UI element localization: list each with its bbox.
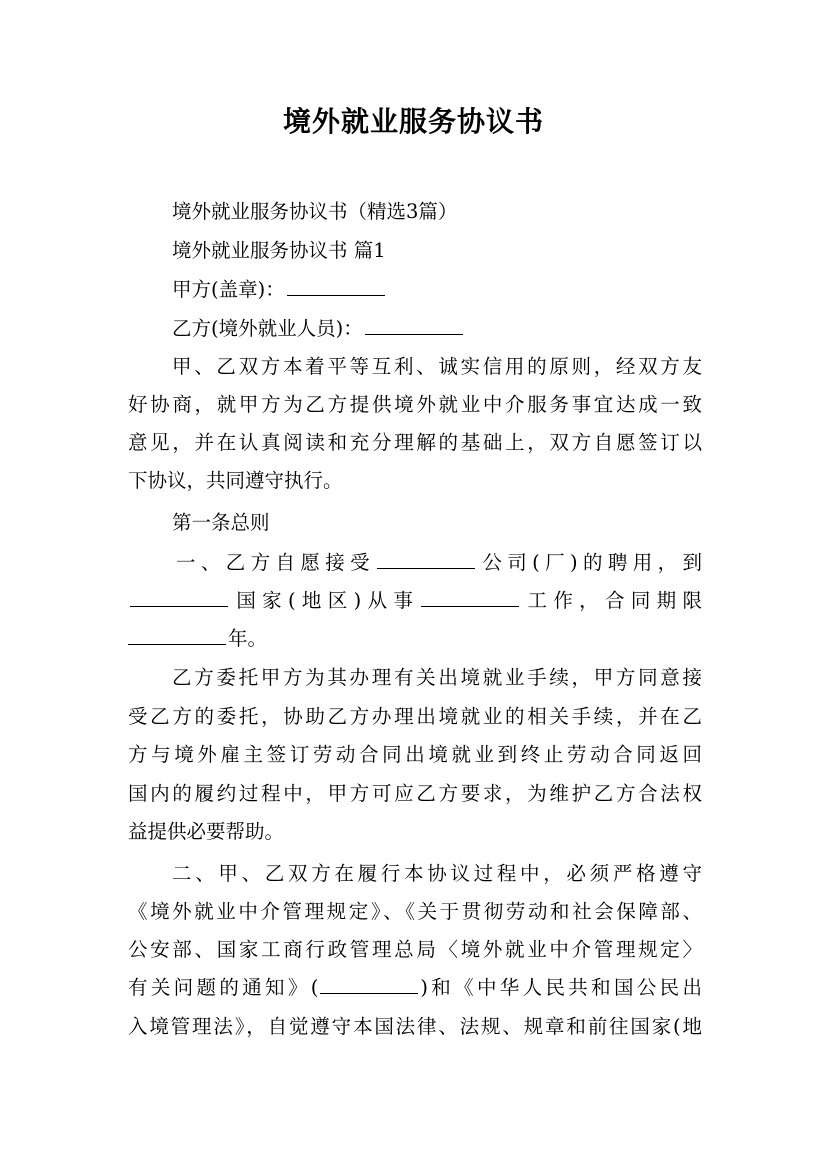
- entrust-line: 乙方委托甲方为其办理有关出境就业手续，甲方同意接: [172, 666, 702, 689]
- term-blank: [128, 625, 226, 645]
- entrust-line: 受乙方的委托，协助乙方办理出境就业的相关手续，并在乙: [128, 705, 702, 728]
- party-b-line: [128, 315, 702, 342]
- document-title: 境外就业服务协议书: [282, 105, 544, 138]
- clause-two-line: 二、甲、乙双方在履行本协议过程中，必须严格遵守: [172, 862, 702, 885]
- intro-line: 下协议，共同遵守执行。: [128, 469, 343, 492]
- company-blank: [377, 549, 475, 569]
- intro-line: 甲、乙双方本着平等互利、诚实信用的原则，经双方友: [172, 355, 702, 378]
- party-b-blank: [365, 315, 463, 335]
- party-a-line: [128, 276, 702, 303]
- clause-two-line: 有关问题的通知》( )和《中华人民共和国公民出: [128, 976, 703, 999]
- party-a-blank: [287, 276, 385, 296]
- entrust-line: 益提供必要帮助。: [128, 820, 285, 843]
- party-b-label: 乙方(境外就业人员)：: [172, 317, 363, 340]
- document-subtitle: 境外就业服务协议书（精选3篇）: [172, 200, 458, 223]
- entrust-line: 方与境外雇主签订劳动合同出境就业到终止劳动合同返回: [128, 743, 702, 766]
- clause-two-line: 入境管理法》，自觉遵守本国法律、法规、规章和前往国家(地: [128, 1015, 702, 1038]
- intro-line: 好协商，就甲方为乙方提供境外就业中介服务事宜达成一致: [128, 393, 702, 416]
- country-blank: [130, 587, 228, 607]
- clause-one-line: 一、乙方自愿接受 公司(厂)的聘用，到: [176, 551, 702, 574]
- section-heading: 境外就业服务协议书 篇1: [172, 239, 386, 262]
- clause-two-line: 公安部、国家工商行政管理总局〈境外就业中介管理规定〉: [128, 938, 702, 961]
- intro-line: 意见，并在认真阅读和充分理解的基础上，双方自愿签订以: [128, 431, 702, 454]
- entrust-line: 国内的履约过程中，甲方可应乙方要求，为维护乙方合法权: [128, 782, 702, 805]
- notice-number-blank: [320, 974, 418, 994]
- job-blank: [421, 587, 519, 607]
- article-one-heading: 第一条总则: [172, 511, 270, 534]
- clause-two-line: 《境外就业中介管理规定》、《关于贯彻劳动和社会保障部、: [128, 900, 702, 923]
- clause-one-line: 年。: [128, 625, 702, 652]
- clause-one-line: 国家(地区)从事 工作，合同期限: [128, 587, 702, 614]
- party-a-label: 甲方(盖章)：: [172, 278, 285, 301]
